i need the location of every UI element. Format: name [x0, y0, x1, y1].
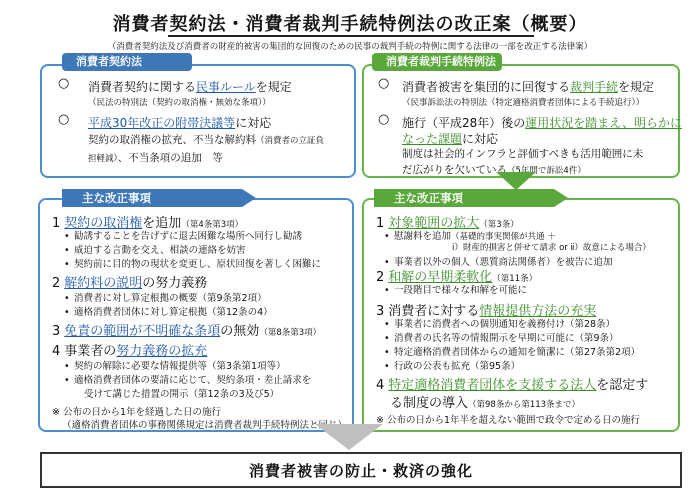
title-underline [168, 35, 534, 37]
left-panel-item1-note: （民法の特別法（契約の取消権・無効な条項）） [88, 98, 271, 108]
list-item: • 契約の解除に必要な情報提供等（第3条第1項等） [64, 361, 286, 372]
right-s4-num: 4 [376, 378, 385, 393]
right-s3-item-text: 事業者に消費者への個別通知を義務付け（第28条） [394, 319, 616, 330]
left-item2-body1-note: （消費者の立証負 [256, 136, 325, 146]
left-panel-item1-line [88, 78, 292, 95]
left-item1-pre: 消費者契約に関する [88, 80, 197, 94]
left-s3-post: の無効 [220, 324, 260, 339]
right-footer-note: ※ 公布の日から1年半を超えない範囲で政令で定める日の施行 [376, 415, 641, 426]
right-s4-line2 [390, 392, 580, 411]
right-s3-item-text: 行政の公表も拡充（第95条） [394, 361, 521, 372]
right-item2-body2-text: だ広がりを欠いている [402, 164, 507, 176]
right-s4-heading [376, 374, 648, 393]
right-s1-num: 1 [376, 216, 385, 231]
left-panel-item2-body1 [88, 132, 324, 147]
left-item2-body2-note: 担軽減） [88, 154, 118, 164]
list-item-continued: ⅰ）財産的損害と併せて請求 or ⅱ）故意による場合） [452, 243, 651, 253]
right-panel-item2-body1: 制度は社会的インフラと評価すべきも活用範囲に未 [402, 148, 644, 160]
left-item2-body1-text: 契約の取消権の拡充、不当な解約料 [88, 134, 256, 146]
scope-expansion-link[interactable]: 対象範囲の拡大 [388, 216, 480, 231]
right-amendments-heading: 主な改正事項 [374, 189, 554, 207]
right-s1-item1-note: （基礎的事実関係が共通 ＋ [451, 232, 556, 242]
rescission-right-link[interactable]: 契約の取消権 [64, 216, 143, 231]
consumer-contract-act-heading: 消費者契約法 [62, 53, 192, 71]
right-item2-body2-note: （5年間で訴訟4件） [507, 166, 586, 176]
left-s1-item-text: 勧誘することを告げずに退去困難な場所へ同行し勧誘 [74, 231, 303, 242]
right-panel-item2-line2 [402, 130, 498, 147]
operation-status-link[interactable]: 運用状況を踏まえ、明らかに [525, 116, 683, 130]
left-s4-item-text: 契約の解除に必要な情報提供等（第3条第1項等） [74, 361, 286, 372]
list-item: • 適格消費者団体の要請に応じて、契約条項・差止請求を [64, 375, 312, 386]
list-item: • 勧誘することを告げずに退去困難な場所へ同行し勧誘 [64, 231, 303, 242]
left-s4-pre: 事業者の [64, 344, 117, 359]
list-item: • 威迫する言動を交え、相談の連絡を妨害 [64, 245, 246, 256]
left-s1-item-text: 契約前に目的物の現状を変更し、原状回復を著しく困難に [74, 259, 322, 270]
civil-rules-link[interactable]: 民事ルール [196, 80, 256, 94]
left-item1-post: を規定 [255, 80, 292, 94]
right-item2-pre: 施行（平成28年）後の [402, 116, 526, 130]
conclusion-box: 消費者被害の防止・救済の強化 [40, 452, 682, 488]
list-item: • 消費者の氏名等の情報開示を早期に可能に（第9条） [384, 333, 619, 344]
left-panel-item2-line [88, 114, 271, 131]
left-item2-body2-text: 、不当条項の追加 等 [117, 152, 223, 164]
issues-link[interactable]: なった課題 [402, 132, 463, 146]
page-subtitle: （消費者契約法及び消費者の財産的被害の集団的な回復のための民事の裁判手続の特例に関する法律の一部を改正する法律案） [107, 42, 593, 52]
left-s4-num: 4 [52, 344, 61, 359]
right-panel-item1-line [402, 78, 654, 95]
left-s4-item-text: 適格消費者団体の要請に応じて、契約条項・差止請求を [74, 375, 312, 386]
left-footer-note1: ※ 公布の日から1年を経過した日の施行 [52, 407, 222, 418]
page-title: 消費者契約法・消費者裁判手続特例法の改正案（概要） [112, 14, 588, 35]
left-item2-post: に対応 [235, 116, 272, 130]
right-s4-line2-text: る制度の導入 [390, 396, 469, 411]
right-panel-item2-line1 [402, 114, 682, 131]
green-down-arrow [496, 172, 536, 190]
unclear-clause-link[interactable]: 免責の範囲が不明確な条項 [64, 324, 221, 339]
list-item: • 一段階目で様々な和解を可能に [384, 285, 528, 296]
cancellation-fee-link[interactable]: 解約料の説明 [64, 276, 143, 291]
left-footer-note2: （適格消費者団体の事務関係規定は消費者裁判手続特例法と同じ） [62, 420, 348, 431]
list-item: • 行政の公表も拡充（第95条） [384, 361, 521, 372]
class-action-act-heading: 消費者裁判手続特例法 [372, 53, 502, 71]
supplementary-resolution-link[interactable]: 平成30年改正の附帯決議等 [88, 116, 236, 130]
right-s2-note: （第11条） [492, 274, 538, 284]
left-s2-heading [52, 272, 207, 291]
left-s4-heading [52, 340, 207, 359]
list-item: • 慰謝料を追加（基礎的事実関係が共通 ＋ [384, 231, 556, 242]
left-panel-item2-body2 [88, 150, 223, 165]
left-s3-heading [52, 320, 321, 339]
left-s1-num: 1 [52, 216, 61, 231]
right-panel-item1-note: （民事訴訟法の特別法（特定適格消費者団体による手続追行）） [402, 98, 645, 108]
right-item2-post: に対応 [462, 132, 499, 146]
list-item: • 適格消費者団体に対し算定根拠（第12条の4） [64, 307, 273, 318]
early-settlement-link[interactable]: 和解の早期柔軟化 [388, 270, 493, 285]
gray-down-arrow [315, 424, 383, 450]
right-s3-pre: 消費者に対する [388, 304, 480, 319]
left-panel-item2-bullet: ○ [58, 112, 70, 127]
duty-expansion-link[interactable]: 努力義務の拡充 [116, 344, 208, 359]
left-s2-item-text: 適格消費者団体に対し算定根拠（第12条の4） [74, 307, 273, 318]
left-s1-note: （第4条第3項） [181, 220, 244, 230]
list-item-continued: 受けて講じた措置の開示（第12条の3及び5） [84, 389, 280, 400]
right-s3-item-text: 消費者の氏名等の情報開示を早期に可能に（第9条） [394, 333, 619, 344]
right-item1-pre: 消費者被害を集団的に回復する [402, 80, 571, 94]
list-item: • 事業者以外の個人（悪質商法関係者）を被告に追加 [384, 257, 613, 268]
list-item: • 事業者に消費者への個別通知を義務付け（第28条） [384, 319, 616, 330]
list-item: • 契約前に目的物の現状を変更し、原状回復を著しく困難に [64, 259, 322, 270]
left-s1-item-text: 威迫する言動を交え、相談の連絡を妨害 [74, 245, 246, 256]
left-s3-note: （第8条第3項） [259, 328, 322, 338]
court-procedure-link[interactable]: 裁判手続 [570, 80, 619, 94]
right-s4-post: を認定す [596, 378, 649, 393]
left-s2-item-text: 消費者に対し算定根拠の概要（第9条第2項） [74, 293, 267, 304]
left-s2-num: 2 [52, 276, 61, 291]
support-corporation-link[interactable]: 特定適格消費者団体を支援する法人 [388, 378, 597, 393]
list-item: • 消費者に対し算定根拠の概要（第9条第2項） [64, 293, 267, 304]
right-panel-item2-body2 [402, 162, 586, 177]
right-s1-note: （第3条） [479, 220, 519, 230]
right-panel-item2-bullet: ○ [378, 112, 390, 127]
right-item1-post: を規定 [618, 80, 655, 94]
info-provision-link[interactable]: 情報提供方法の充実 [479, 304, 597, 319]
right-s2-item-text: 一段階目で様々な和解を可能に [394, 285, 528, 296]
list-item: • 特定適格消費者団体からの通知を簡潔に（第27条第2項） [384, 347, 641, 358]
left-s1-post: を追加 [142, 216, 182, 231]
left-s3-num: 3 [52, 324, 61, 339]
right-s1-item1-text: 慰謝料を追加 [394, 231, 452, 242]
right-panel-item1-bullet: ○ [378, 76, 390, 91]
right-s3-num: 3 [376, 304, 385, 319]
right-s1-item2-text: 事業者以外の個人（悪質商法関係者）を被告に追加 [394, 257, 613, 268]
right-s3-item-text: 特定適格消費者団体からの通知を簡潔に（第27条第2項） [394, 347, 641, 358]
left-amendments-heading: 主な改正事項 [62, 189, 242, 207]
right-s4-line2-note: （第98条から第113条まで） [468, 400, 581, 410]
right-s2-num: 2 [376, 270, 385, 285]
left-s2-post: の努力義務 [142, 276, 208, 291]
left-panel-item1-bullet: ○ [58, 76, 70, 91]
